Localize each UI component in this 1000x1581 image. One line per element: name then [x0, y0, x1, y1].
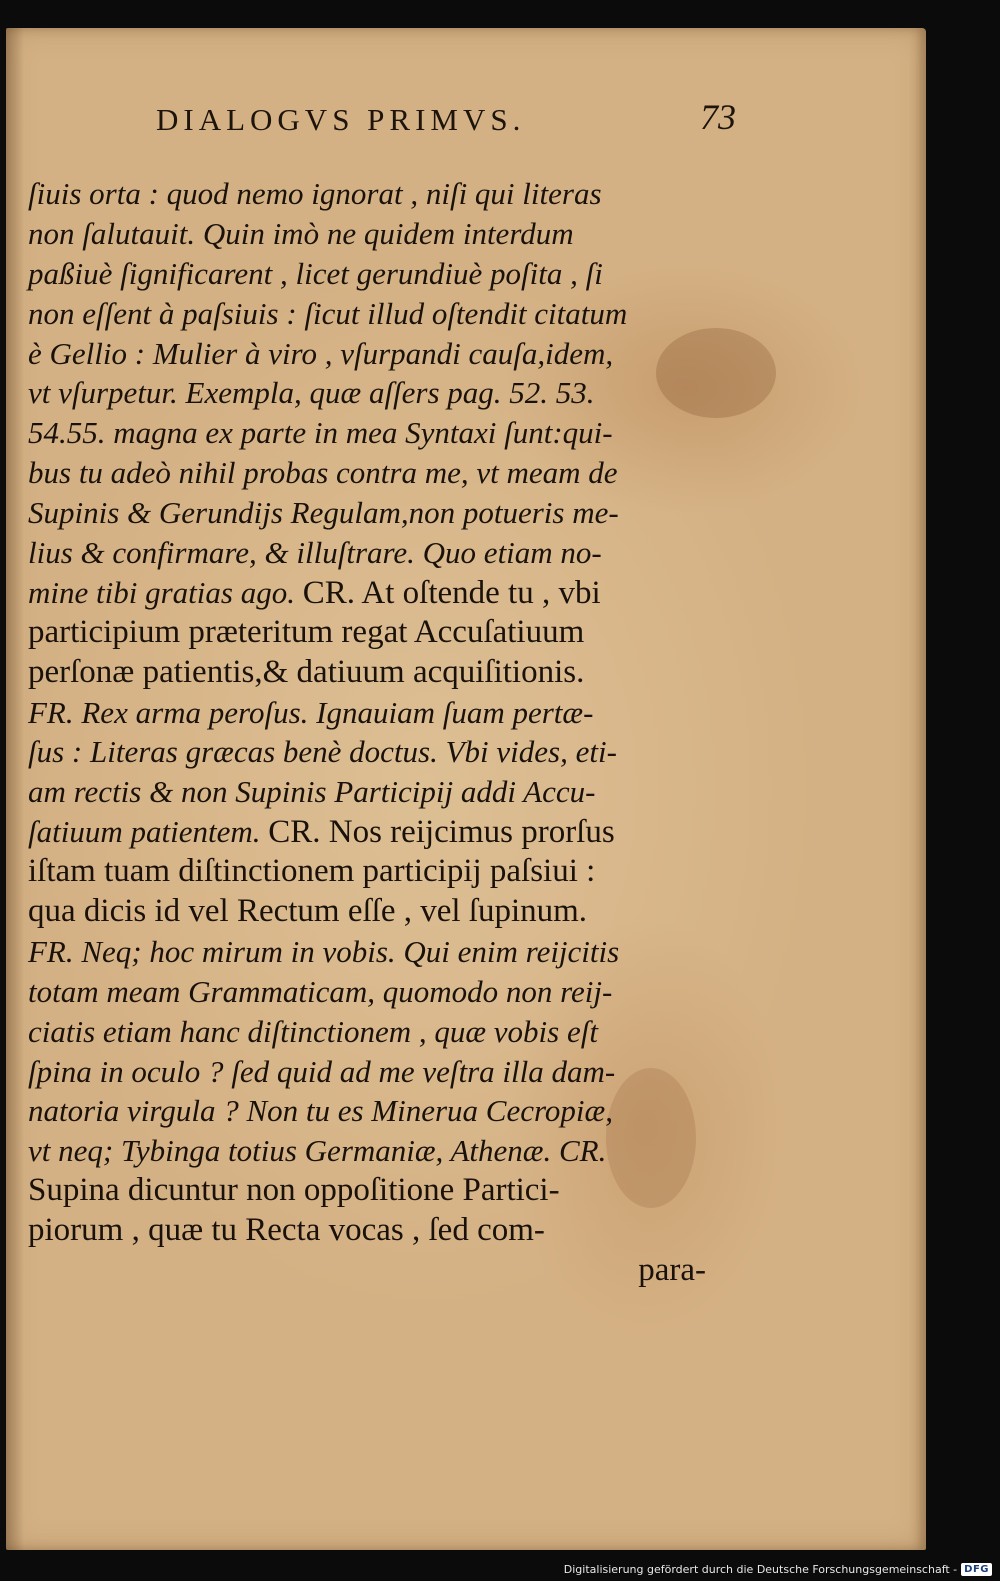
text-line	[28, 812, 718, 852]
catchword: para-	[638, 1252, 706, 1289]
text-line: am rectis & non Supinis Participij addi Accu-	[28, 774, 596, 810]
text-line: FR. Rex arma peroſus. Ignauiam ſuam pertæ-	[28, 694, 594, 730]
text-line: qua dicis id vel Rectum eſſe , vel ſupinum.	[28, 893, 588, 930]
text-line: lius & confirmare, & illuſtrare. Quo etiam no-	[28, 535, 602, 571]
digitization-footer	[564, 1560, 992, 1578]
text-line: piorum , quæ tu Recta vocas , ſed com-	[28, 1212, 545, 1249]
running-header	[156, 96, 736, 156]
text-line: Supinis & Gerundijs Regulam,non potueris me-	[28, 495, 619, 531]
text-line: totam meam Grammaticam, quomodo non reij-	[28, 973, 613, 1009]
text-line: 54.55. magna ex parte in mea Syntaxi ſunt:qui-	[28, 415, 613, 451]
body-text	[28, 174, 718, 1291]
text-line: vt vſurpetur. Exempla, quæ aſſers pag. 52. 53.	[28, 375, 595, 411]
book-page	[6, 28, 926, 1550]
text-line: ſiuis orta : quod nemo ignorat , niſi qui literas	[28, 176, 602, 211]
roman-text-run: CR. Nos reijcimus prorſus	[268, 814, 615, 851]
text-line: paßiuè ſignificarent , licet gerundiuè poſita , ſi	[28, 255, 603, 291]
running-title: DIALOGVS PRIMVS.	[156, 102, 526, 137]
text-line: bus tu adeò nihil probas contra me, vt meam de	[28, 455, 618, 491]
text-line: ciatis etiam hanc diſtinctionem , quæ vobis eſt	[28, 1013, 598, 1049]
text-line: perſonæ patientis,& datiuum acquiſitionis.	[28, 653, 585, 690]
text-line: non ſalutauit. Quin imò ne quidem interdum	[28, 215, 574, 251]
roman-text-run: CR. At oſtende tu , vbi	[302, 574, 601, 611]
page-number: 73	[700, 97, 736, 137]
text-line: natoria virgula ? Non tu es Minerua Cecropiæ,	[28, 1093, 613, 1129]
text-line	[28, 573, 718, 613]
funding-credit: Digitalisierung gefördert durch die Deutsche Forschungsgemeinschaft -	[563, 1562, 958, 1576]
text-line: Supina dicuntur non oppoſitione Partici-	[28, 1172, 560, 1209]
text-line: iſtam tuam diſtinctionem participij paſsiui :	[28, 853, 596, 890]
text-line: ſpina in oculo ? ſed quid ad me veſtra illa dam-	[28, 1053, 616, 1089]
text-line: participium præteritum regat Accuſatiuum	[28, 613, 585, 650]
text-line: non eſſent à paſsiuis : ſicut illud oſtendit citatum	[28, 295, 628, 331]
text-line: FR. Neq; hoc mirum in vobis. Qui enim reijcitis	[28, 933, 620, 969]
text-line: è Gellio : Mulier à viro , vſurpandi cauſa,idem,	[28, 335, 614, 371]
italic-text-run: mine tibi gratias ago.	[28, 574, 303, 610]
text-line: ſus : Literas græcas benè doctus. Vbi vides, eti-	[28, 734, 617, 770]
italic-text-run: ſatiuum patientem.	[28, 814, 269, 850]
dfg-logo: DFG	[961, 1563, 992, 1576]
text-line: vt neq; Tybinga totius Germaniæ, Athenæ. CR.	[28, 1133, 607, 1169]
